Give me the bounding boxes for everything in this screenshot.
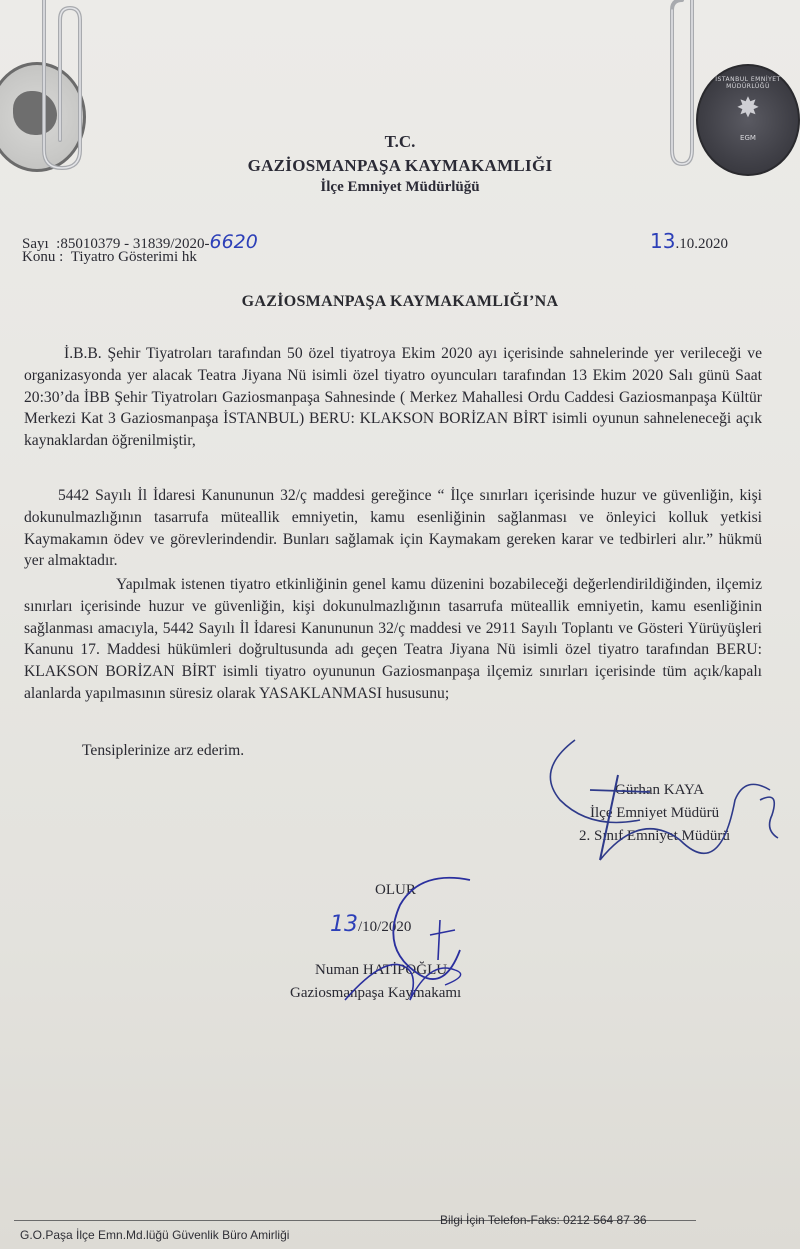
signature-gurhan-stroke-1 (550, 740, 640, 823)
signature-gurhan-stroke-2 (600, 775, 618, 860)
signer-name: Gürhan KAYA (615, 782, 705, 798)
signature-gurhan-stroke-3 (590, 790, 650, 792)
approver-name: Numan HATİPOĞLU (315, 962, 448, 978)
header-tc: T.C. (384, 132, 416, 151)
konu-label: Konu : (22, 249, 64, 265)
seal-ring-text: İSTANBUL EMNİYET MÜDÜRLÜĞÜ (715, 76, 781, 90)
body-paragraph-1: İ.B.B. Şehir Tiyatroları tarafından 50 özel tiyatroya Ekim 2020 ayı içerisinde sahnelerinde yer verileceği ve organizasyonda yer alacak Teatra Jiyana Nü isimli özel tiyatro oyuncuları tarafından 13 Ekim 2020 Salı günü Saat 20:30’da İBB Şehir Tiyatroları Gaziosmanpaşa Sahnesinde ( Merkez Mahallesi Ordu Caddesi Gaziosmanpaşa Kültür Merkezi Kat 3 Gaziosmanpaşa İSTANBUL) BERU: KLAKSON BORİZAN BİRT isimli oyunun sahneleneceği açık kaynaklardan öğrenilmiştir, (24, 345, 762, 450)
date-handwritten-day: 13 (650, 229, 676, 253)
header-kaymakamlik: GAZİOSMANPAŞA KAYMAKAMLIĞI (247, 156, 553, 175)
sayi-value: :85010379 - 31839/2020- (56, 236, 210, 252)
footer-right-text: Bilgi İçin Telefon-Faks: 0212 564 87 36 (440, 1213, 647, 1227)
footer-left-text: G.O.Paşa İlçe Emn.Md.lüğü Güvenlik Büro Amirliği (20, 1228, 290, 1242)
police-star-icon: ✸ (736, 91, 760, 124)
signer-title-1: İlçe Emniyet Müdürü (590, 805, 720, 821)
approval-date-handwritten-day: 13 (330, 912, 358, 937)
sayi-handwritten-number: 6620 (209, 231, 258, 253)
seal-egm-text: EGM (740, 134, 756, 142)
approver-title: Gaziosmanpaşa Kaymakamı (290, 985, 462, 1001)
signature-numan-stroke-1 (393, 878, 470, 979)
body-paragraph-4: Tensiplerinize arz ederim. (82, 742, 245, 759)
body-paragraph-3: Yapılmak istenen tiyatro etkinliğinin genel kamu düzenini bozabileceği değerlendirildiğinden, ilçemiz sınırları içerisinde huzur ve güvenliğin, kişi dokunulmazlığının tasarrufa müteallik emniyetin, kamu esenliğinin sağlanması amacıyla, 5442 Sayılı İl İdaresi Kanununun 32/ç maddesi ve 2911 Sayılı Toplantı ve Gösteri Yürüyüşleri Kanunu 17. Maddesi hükümleri doğrultusunda adı geçen Teatra Jiyana Nü isimli özel tiyatro tarafından BERU: KLAKSON BORİZAN BİRT isimli tiyatro oyununun Gaziosmanpaşa ilçemiz sınırları içerisinde tüm açık/kapalı alanlarda yapılmasının süresiz olarak YASAKLANMASI hususunu; (24, 576, 762, 702)
signature-gurhan-stroke-5 (760, 797, 778, 838)
addressee-heading: GAZİOSMANPAŞA KAYMAKAMLIĞI’NA (241, 293, 559, 310)
konu-value: Tiyatro Gösterimi hk (70, 249, 197, 265)
header-mudurluk: İlçe Emniyet Müdürlüğü (320, 179, 480, 195)
signature-numan-stroke-3 (430, 920, 455, 960)
approval-olur: OLUR (375, 882, 416, 898)
approval-date-rest: /10/2020 (358, 919, 412, 935)
signature-numan-stroke-2 (345, 964, 413, 1000)
signer-title-2: 2. Sınıf Emniyet Müdürü (579, 828, 730, 844)
date-rest: .10.2020 (675, 236, 728, 252)
sayi-label: Sayı (22, 236, 49, 252)
body-paragraph-2: 5442 Sayılı İl İdaresi Kanununun 32/ç maddesi gereğince “ İlçe sınırları içerisinde huzur ve güvenliğin, kişi dokunulmazlığının tasarrufa müteallik emniyetin, kamu esenliğinin sağlanması ve önleyici kolluk yetkisi Kaymakamın ödev ve görevlerindendir. Bunları sağlamak için Kaymakam gereken karar ve tedbirleri alır.” hükmü yer almaktadır. (24, 487, 762, 570)
